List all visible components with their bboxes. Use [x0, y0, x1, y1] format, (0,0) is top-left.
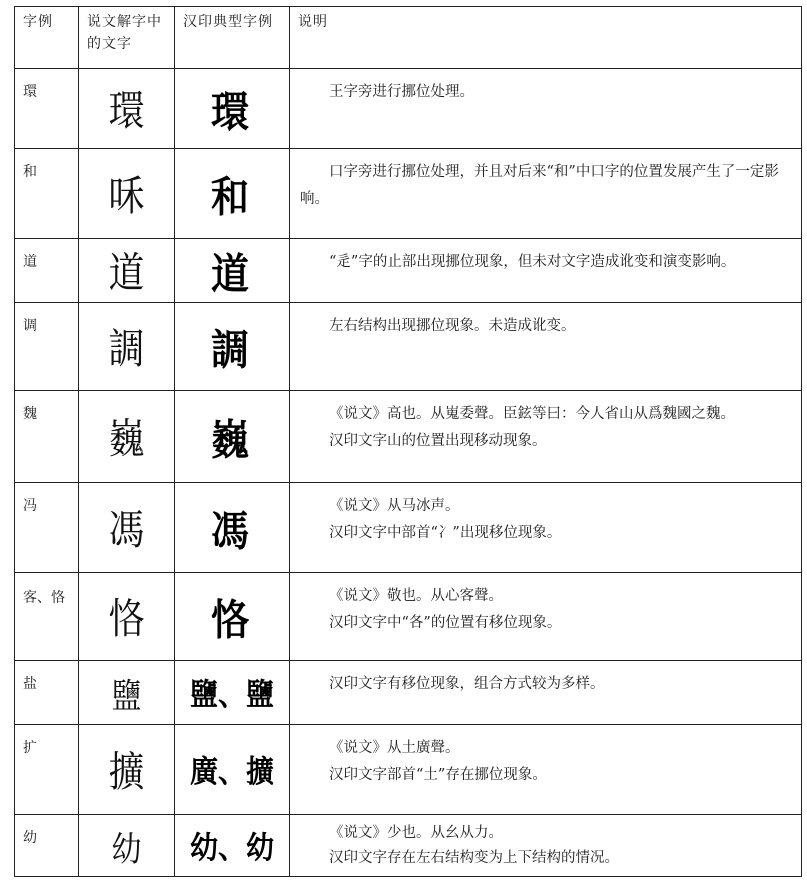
hanyin-seal-glyph: 環: [210, 87, 253, 137]
explain-line: 汉印文字存在左右结构变为上下结构的情况。: [329, 850, 619, 866]
shuowen-seal-glyph: 恪: [108, 596, 145, 644]
char-cell: 和: [15, 149, 79, 239]
table-row: [15, 483, 802, 573]
explain-line: 汉印文字有移位现象，组合方式较为多样。: [329, 676, 605, 692]
shuowen-seal-glyph: 環: [108, 88, 145, 136]
explain-line: 汉印文字部首“土”存在挪位现象。: [329, 767, 547, 783]
table-row: [15, 573, 802, 661]
hanyin-seal-glyph: 和: [210, 172, 253, 222]
shuowen-seal-glyph: 調: [108, 326, 145, 374]
shuowen-seal-glyph: 馮: [108, 507, 145, 555]
table-row: [15, 69, 802, 149]
explain-cell: [290, 483, 802, 573]
table-row: [15, 391, 802, 483]
char-cell: 冯: [15, 483, 79, 573]
explain-line: 《说文》高也。从嵬委聲。臣鉉等曰：今人省山从爲魏國之魏。: [329, 406, 735, 422]
table-row: [15, 815, 802, 877]
shuowen-seal-glyph: 巍: [108, 416, 145, 464]
char-cell: 魏: [15, 391, 79, 483]
explain-line: 《说文》敬也。从心客聲。: [329, 588, 503, 604]
table-row: [15, 725, 802, 815]
shuowen-seal-glyph: 擴: [108, 749, 145, 797]
hanyin-seal-glyph: 廣、擴: [189, 753, 274, 790]
shuowen-seal-glyph: 咊: [108, 173, 145, 221]
table-row: [15, 239, 802, 303]
shuowen-seal-glyph: 道: [108, 250, 145, 298]
char-cell: 幼: [15, 815, 79, 877]
header-shuowen: 说文解字中的文字: [79, 7, 175, 69]
explain-cell: [290, 661, 802, 725]
explain-line: 王字旁进行挪位处理。: [329, 84, 474, 100]
explain-line: 汉印文字中“各”的位置有移位现象。: [329, 615, 562, 631]
explain-line: 汉印文字山的位置出现移动现象。: [329, 433, 547, 449]
explain-cell: [290, 303, 802, 391]
hanyin-seal-glyph: 巍: [210, 415, 253, 465]
table-row: [15, 303, 802, 391]
explain-cell: [290, 391, 802, 483]
header-char: 字例: [15, 7, 79, 69]
hanyin-seal-glyph: 調: [210, 325, 253, 375]
hanyin-seal-glyph: 道: [210, 249, 253, 299]
table-row: [15, 149, 802, 239]
shuowen-seal-glyph: 幼: [111, 829, 142, 870]
glyph-comparison-table: [14, 6, 802, 877]
explain-cell: [290, 725, 802, 815]
explain-line: 左右结构出现挪位现象。未造成讹变。: [329, 318, 576, 334]
char-cell: 環: [15, 69, 79, 149]
header-row: [15, 7, 802, 69]
explain-line: 《说文》从马冰声。: [329, 498, 460, 514]
explain-cell: [290, 69, 802, 149]
char-cell: 扩: [15, 725, 79, 815]
hanyin-seal-glyph: 馮: [210, 506, 253, 556]
explain-line: 口字旁进行挪位处理，并且对后来“和”中口字的位置发展产生了一定影响。: [300, 164, 779, 207]
explain-line: 《说文》从土廣聲。: [329, 740, 460, 756]
hanyin-seal-glyph: 鹽、鹽: [189, 676, 274, 713]
explain-line: 《说文》少也。从幺从力。: [329, 825, 503, 841]
explain-cell: [290, 149, 802, 239]
hanyin-seal-glyph: 幼、幼: [189, 829, 274, 866]
header-explain: 说明: [290, 7, 802, 69]
explain-cell: [290, 573, 802, 661]
explain-cell: [290, 239, 802, 303]
char-cell: 道: [15, 239, 79, 303]
char-cell: 客、恪: [15, 573, 79, 661]
shuowen-seal-glyph: 鹽: [111, 676, 142, 717]
header-hanyin: 汉印典型字例: [175, 7, 290, 69]
hanyin-seal-glyph: 恪: [210, 595, 253, 645]
explain-line: 汉印文字中部首“冫”出现移位现象。: [329, 525, 562, 541]
char-cell: 调: [15, 303, 79, 391]
char-cell: 盐: [15, 661, 79, 725]
explain-line: “辵”字的止部出现挪位现象，但未对文字造成讹变和演变影响。: [329, 254, 736, 270]
explain-cell: [290, 815, 802, 877]
table-row: [15, 661, 802, 725]
